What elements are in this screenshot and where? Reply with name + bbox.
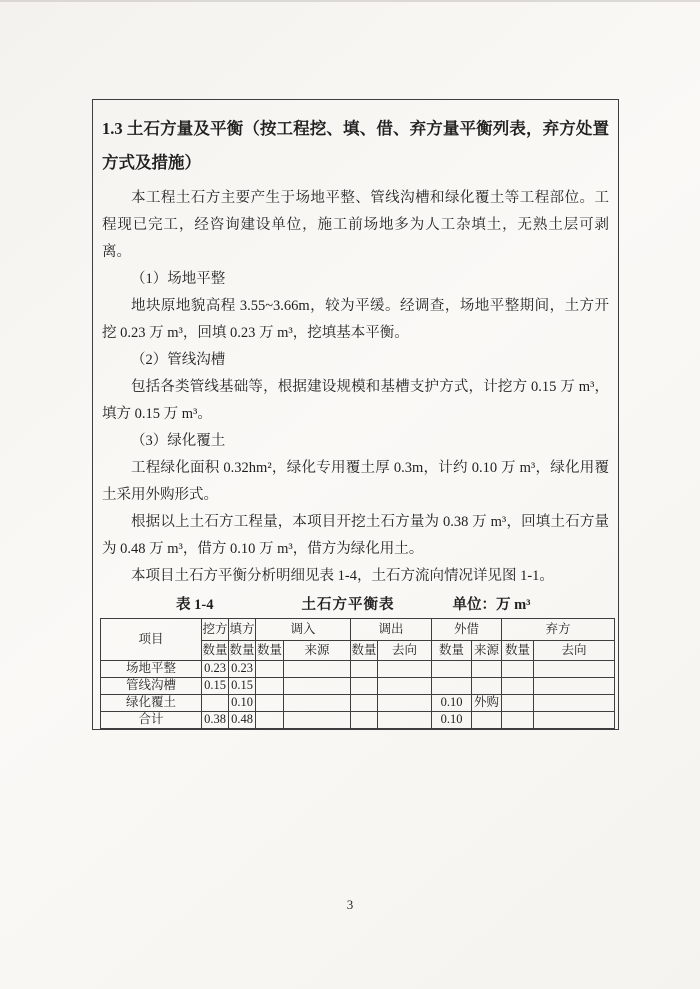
para-table-reference: 本项目土石方平衡分析明细见表 1-4，土石方流向情况详见图 1-1。	[131, 568, 554, 584]
row-item-label: 管线沟槽	[101, 678, 202, 695]
table-cell	[202, 695, 229, 712]
table-cell	[502, 678, 534, 695]
table-row-greening-soil	[101, 695, 615, 712]
subheader-out-qty: 数量	[351, 641, 378, 661]
table-cell	[534, 712, 615, 729]
earthwork-balance-table	[100, 618, 615, 729]
table-caption-unit: 单位：万 m³	[452, 597, 531, 613]
table-cell: 0.48	[229, 712, 256, 729]
table-cell	[256, 661, 284, 678]
table-cell: 0.15	[229, 678, 256, 695]
subheader-in-qty: 数量	[256, 641, 284, 661]
para-earthwork-summary: 根据以上土石方工程量，本项目开挖土石方量为 0.38 万 m³，回填土石方量为 0.48 万 m³，借方 0.10 万 m³，借方为绿化用土。	[102, 514, 609, 557]
row-item-label: 场地平整	[101, 661, 202, 678]
row-item-label: 绿化覆土	[101, 695, 202, 712]
table-cell	[472, 661, 502, 678]
table-cell: 0.23	[202, 661, 229, 678]
table-cell: 0.23	[229, 661, 256, 678]
table-cell: 0.38	[202, 712, 229, 729]
table-cell	[351, 712, 378, 729]
table-cell	[351, 661, 378, 678]
table-cell	[534, 695, 615, 712]
subheader-borrow-qty: 数量	[432, 641, 472, 661]
table-caption	[98, 592, 613, 618]
para-pipeline-trench-detail: 包括各类管线基础等，根据建设规模和基槽支护方式，计挖方 0.15 万 m³，填方 0.15 万 m³。	[102, 379, 609, 422]
table-cell	[256, 695, 284, 712]
table-cell	[284, 712, 351, 729]
row-item-label: 合计	[101, 712, 202, 729]
table-cell	[378, 712, 432, 729]
table-cell: 0.15	[202, 678, 229, 695]
table-cell	[256, 678, 284, 695]
para-subhead-greening-soil: （3）绿化覆土	[131, 433, 226, 449]
header-group-spoil: 弃方	[502, 619, 615, 641]
table-cell	[534, 678, 615, 695]
para-greening-soil-detail: 工程绿化面积 0.32hm²，绿化专用覆土厚 0.3m，计约 0.10 万 m³，绿化用覆土采用外购形式。	[102, 460, 609, 503]
table-cell	[284, 678, 351, 695]
table-caption-title: 土石方平衡表	[301, 597, 395, 613]
subheader-borrow-source: 来源	[472, 641, 502, 661]
subheader-in-source: 来源	[284, 641, 351, 661]
subheader-spoil-destination: 去向	[534, 641, 615, 661]
table-cell: 外购	[472, 695, 502, 712]
table-cell	[472, 678, 502, 695]
table-cell	[472, 712, 502, 729]
para-subhead-site-leveling: （1）场地平整	[131, 271, 226, 287]
table-cell	[284, 695, 351, 712]
table-cell	[432, 661, 472, 678]
table-cell	[284, 661, 351, 678]
header-group-transfer-out: 调出	[351, 619, 432, 641]
table-cell	[534, 661, 615, 678]
table-header-group-row	[101, 619, 615, 641]
header-group-borrow: 外借	[432, 619, 502, 641]
para-intro: 本工程土石方主要产生于场地平整、管线沟槽和绿化覆土等工程部位。工程现已完工，经咨询建设单位，施工前场地多为人工杂填土，无熟土层可剥离。	[102, 190, 609, 260]
table-cell: 0.10	[432, 695, 472, 712]
table-cell	[378, 661, 432, 678]
table-cell	[502, 712, 534, 729]
table-cell	[502, 695, 534, 712]
table-cell	[351, 678, 378, 695]
table-row-pipeline-trench	[101, 678, 615, 695]
para-site-leveling-detail: 地块原地貌高程 3.55~3.66m，较为平缓。经调查，场地平整期间，土方开挖 0.23 万 m³，回填 0.23 万 m³，挖填基本平衡。	[102, 298, 609, 341]
table-cell: 0.10	[432, 712, 472, 729]
table-cell	[256, 712, 284, 729]
table-row-total	[101, 712, 615, 729]
table-cell	[378, 695, 432, 712]
scan-edge-artifact	[0, 0, 700, 2]
header-group-transfer-in: 调入	[256, 619, 351, 641]
subheader-excavation-qty: 数量	[202, 641, 229, 661]
report-content-frame	[92, 99, 619, 730]
table-cell	[378, 678, 432, 695]
para-subhead-pipeline-trench: （2）管线沟槽	[131, 352, 226, 368]
table-cell	[502, 661, 534, 678]
header-group-excavation: 挖方	[202, 619, 229, 641]
table-row-site-leveling	[101, 661, 615, 678]
header-item-column: 项目	[101, 619, 202, 661]
subheader-fill-qty: 数量	[229, 641, 256, 661]
section-heading: 1.3 土石方量及平衡（按工程挖、填、借、弃方量平衡列表，弃方处置方式及措施）	[102, 119, 609, 172]
subheader-spoil-qty: 数量	[502, 641, 534, 661]
page-number: 3	[346, 897, 354, 912]
table-cell	[432, 678, 472, 695]
table-cell: 0.10	[229, 695, 256, 712]
table-cell	[351, 695, 378, 712]
table-caption-number: 表 1-4	[176, 597, 214, 613]
header-group-fill: 填方	[229, 619, 256, 641]
subheader-out-destination: 去向	[378, 641, 432, 661]
